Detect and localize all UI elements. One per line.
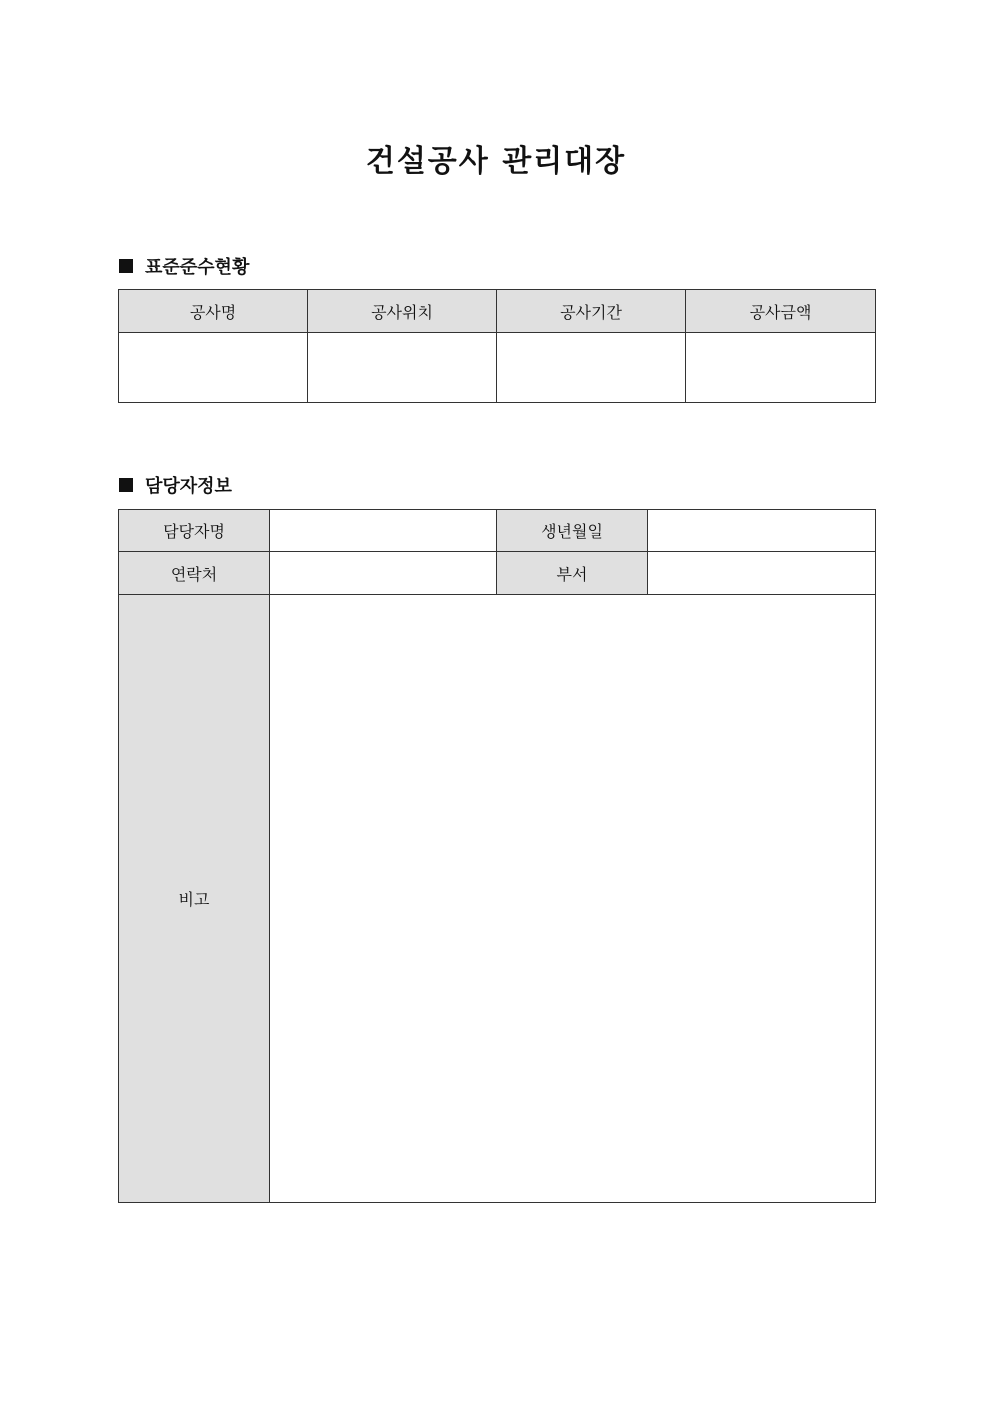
table-row [119, 333, 876, 403]
label-contact: 연락처 [119, 552, 270, 595]
manager-name-cell[interactable] [270, 510, 497, 552]
section-heading-standard-compliance [119, 253, 249, 279]
table-header-row [119, 290, 876, 333]
table-row [119, 510, 876, 552]
birth-date-cell[interactable] [648, 510, 876, 552]
section-heading-label: 표준준수현황 [145, 257, 250, 278]
table-row [119, 595, 876, 1203]
standard-compliance-table [118, 289, 876, 403]
label-birth-date: 생년월일 [497, 510, 648, 552]
remarks-cell[interactable] [270, 595, 876, 1203]
table-row [119, 552, 876, 595]
department-cell[interactable] [648, 552, 876, 595]
header-project-amount: 공사금액 [686, 290, 876, 333]
section-heading-manager-info [119, 472, 232, 498]
project-amount-cell[interactable] [686, 333, 876, 403]
label-manager-name: 담당자명 [119, 510, 270, 552]
header-project-location: 공사위치 [308, 290, 497, 333]
black-square-icon [119, 478, 133, 492]
contact-cell[interactable] [270, 552, 497, 595]
manager-info-table [118, 509, 876, 1203]
header-project-name: 공사명 [119, 290, 308, 333]
project-name-cell[interactable] [119, 333, 308, 403]
section-heading-label: 담당자정보 [145, 476, 232, 497]
header-project-period: 공사기간 [497, 290, 686, 333]
project-period-cell[interactable] [497, 333, 686, 403]
page-title: 건설공사 관리대장 [365, 144, 627, 179]
label-department: 부서 [497, 552, 648, 595]
project-location-cell[interactable] [308, 333, 497, 403]
label-remarks: 비고 [119, 595, 270, 1203]
black-square-icon [119, 259, 133, 273]
